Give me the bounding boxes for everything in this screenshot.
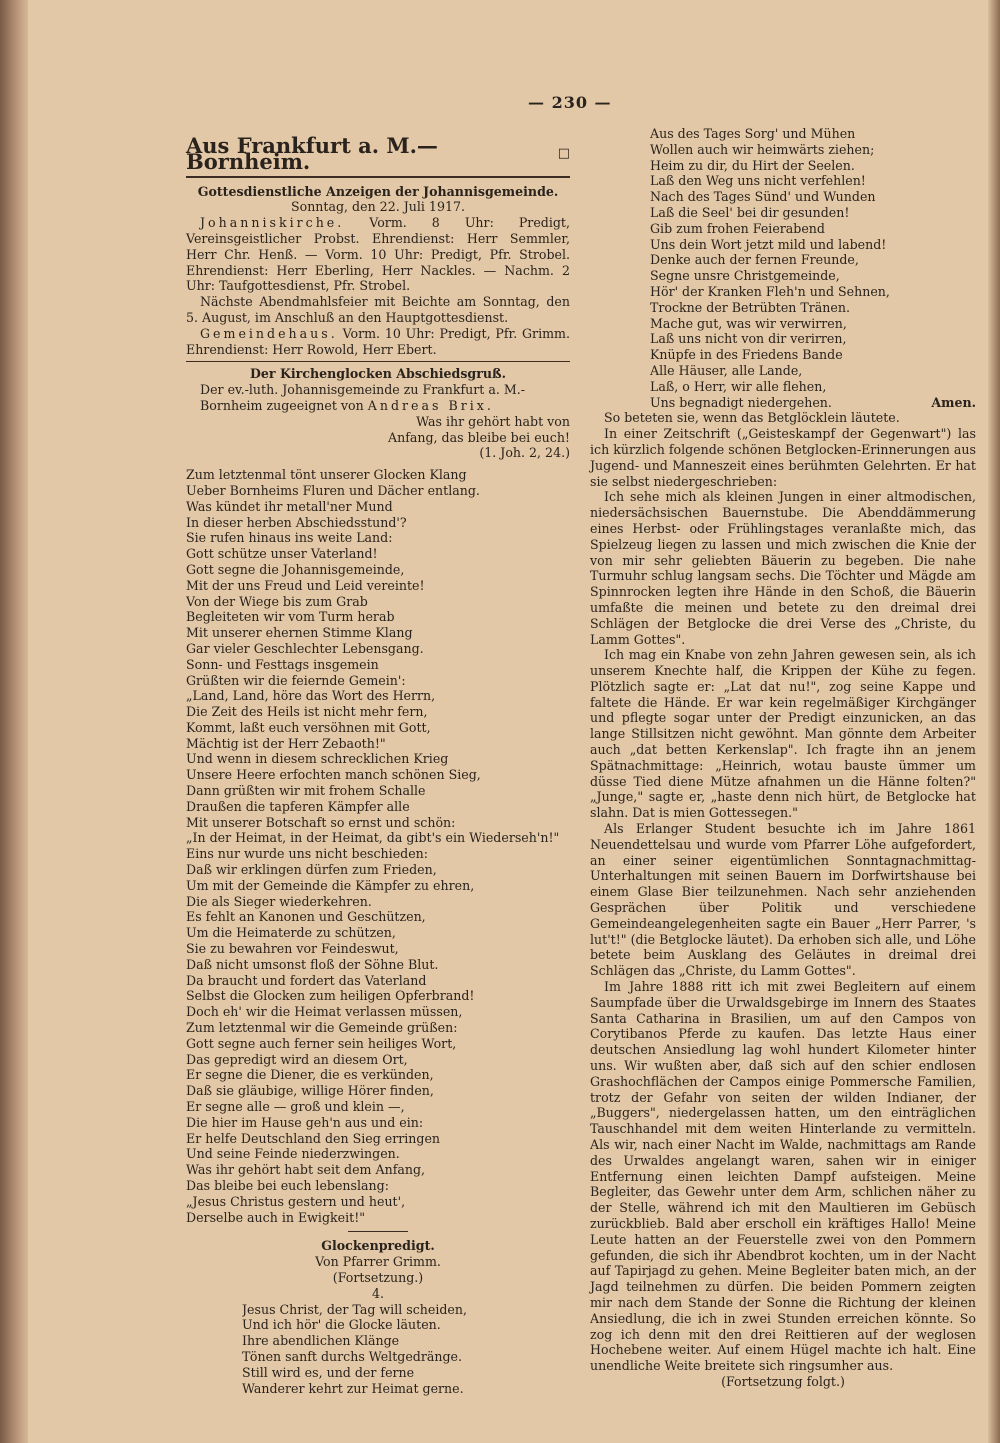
verse-line: „In der Heimat, in der Heimat, da gibt's ein Wiederseh'n!" bbox=[186, 830, 560, 846]
verse-line: Grüßten wir die feiernde Gemein': bbox=[186, 672, 406, 688]
verse-line: Ueber Bornheims Fluren und Dächer entlang. bbox=[186, 482, 480, 498]
verse-line: Hör' der Kranken Fleh'n und Sehnen, bbox=[650, 283, 890, 299]
verse-line: Und seine Feinde niederzwingen. bbox=[186, 1146, 400, 1162]
verse-line: Segne unsre Christgemeinde, bbox=[650, 268, 840, 284]
verse-line: Daß sie gläubige, willige Hörer finden, bbox=[186, 1083, 434, 1099]
poem1-motto-1: Was ihr gehört habt von bbox=[416, 413, 570, 429]
page-number: — 230 — bbox=[528, 93, 612, 112]
section-title-text: Aus Frankfurt a. M.—Bornheim. bbox=[186, 133, 438, 174]
divider bbox=[348, 1231, 408, 1232]
verse-line: Laß den Weg uns nicht verfehlen! bbox=[650, 173, 866, 189]
verse-line: Knüpfe in des Friedens Bande bbox=[650, 347, 843, 363]
verse-line: Die hier im Hause geh'n aus und ein: bbox=[186, 1114, 424, 1130]
verse-line: Das bleibe bei euch lebenslang: bbox=[186, 1178, 389, 1193]
verse-line: Tönen sanft durchs Weltgedränge. bbox=[242, 1348, 462, 1364]
verse-line: Was ihr gehört habt seit dem Anfang, bbox=[186, 1162, 426, 1178]
verse-line: Gib zum frohen Feierabend bbox=[650, 220, 825, 236]
verse-line: Er segne die Diener, die es verkünden, bbox=[186, 1067, 434, 1083]
verse-line: Unsere Heere erfochten manch schönen Sieg, bbox=[186, 767, 481, 783]
verse-line: „Jesus Christus gestern und heut', bbox=[186, 1193, 406, 1209]
book-gutter bbox=[0, 0, 28, 1443]
verse-line: Still wird es, und der ferne bbox=[242, 1364, 415, 1380]
verse-line: Kommt, laßt euch versöhnen mit Gott, bbox=[186, 719, 431, 735]
verse-line: Gott segne auch ferner sein heiliges Wort, bbox=[186, 1035, 457, 1051]
sermon-number: 4. bbox=[371, 1285, 385, 1301]
verse-line: Alle Häuser, alle Lande, bbox=[650, 362, 803, 378]
left-column bbox=[186, 133, 570, 1396]
verse-line: Daß wir erklingen dürfen zum Frieden, bbox=[186, 862, 437, 878]
verse-line: Heim zu dir, du Hirt der Seelen. bbox=[650, 157, 855, 173]
divider bbox=[186, 361, 570, 362]
verse-line: In dieser herben Abschiedsstund'? bbox=[186, 514, 407, 530]
sermon-continued: (Fortsetzung.) bbox=[332, 1269, 424, 1285]
verse-line: Wanderer kehrt zur Heimat gerne. bbox=[242, 1380, 464, 1396]
church-label: Johanniskirche. bbox=[200, 215, 345, 231]
verse-line: Trockne der Betrübten Tränen. bbox=[650, 299, 850, 315]
verse-line: Zum letztenmal tönt unserer Glocken Klang bbox=[186, 467, 467, 483]
sermon-byline: Von Pfarrer Grimm. bbox=[315, 1254, 441, 1270]
verse-line: Draußen die tapferen Kämpfer alle bbox=[186, 798, 410, 814]
right-paragraphs bbox=[590, 410, 976, 1374]
verse-line: Denke auch der fernen Freunde, bbox=[650, 252, 859, 268]
verse-line: Gott segne die Johannisgemeinde, bbox=[186, 561, 405, 577]
verse-line: Mit unserer Botschaft so ernst und schön: bbox=[186, 814, 456, 830]
verse-line: Eins nur wurde uns nicht beschieden: bbox=[186, 846, 429, 862]
verse-line: Laß, o Herr, wir alle flehen, bbox=[650, 378, 827, 394]
right-column bbox=[590, 126, 976, 1390]
verse-line: Mit unserer ehernen Stimme Klang bbox=[186, 625, 413, 641]
section-title bbox=[186, 133, 570, 178]
verse-line: Jesus Christ, der Tag will scheiden, bbox=[242, 1301, 468, 1317]
verse-line: Die als Sieger wiederkehren. bbox=[186, 893, 372, 909]
page-edge bbox=[988, 0, 1000, 1443]
house-text: Vorm. 10 Uhr: Predigt, Pfr. Grimm. Ehrendienst: Herr Rowold, Herr Ebert. bbox=[186, 325, 570, 357]
verse-line: Derselbe auch in Ewigkeit!" bbox=[186, 1209, 366, 1225]
amen: Amen. bbox=[931, 394, 976, 410]
verse-line: Mache gut, was wir verwirren, bbox=[650, 315, 847, 331]
verse-line: Selbst die Glocken zum heiligen Opferbrand! bbox=[186, 988, 475, 1004]
notices-date: Sonntag, den 22. Juli 1917. bbox=[290, 199, 465, 215]
verse-line: Dann grüßten wir mit frohem Schalle bbox=[186, 783, 426, 799]
verse-line: Gott schütze unser Vaterland! bbox=[186, 546, 378, 562]
paragraph: In einer Zeitschrift („Geisteskampf der Gegenwart") las ich kürzlich folgende schönen Betglocken-Erinnerungen aus Jugend- und Manneszeit eines berühmten Gelehrten. Er hat sie selbst niedergeschrieben: bbox=[590, 426, 976, 489]
verse-line: Nach des Tages Sünd' und Wunden bbox=[650, 189, 876, 205]
verse-line: Laß uns nicht von dir verirren, bbox=[650, 331, 847, 347]
sermon-title: Glockenpredigt. bbox=[321, 1238, 435, 1254]
verse-line: Was kündet ihr metall'ner Mund bbox=[186, 498, 393, 514]
house-label: Gemeindehaus. bbox=[200, 325, 338, 341]
verse-line: Uns dein Wort jetzt mild und labend! bbox=[650, 236, 887, 252]
notices-heading: Gottesdienstliche Anzeigen der Johannisgemeinde. bbox=[197, 183, 559, 199]
sermon-lines bbox=[186, 1302, 570, 1397]
poem1-title: Der Kirchenglocken Abschiedsgruß. bbox=[250, 366, 506, 382]
poem1-dedication: Der ev.-luth. Johannisgemeinde zu Frankfurt a. M.-Bornheim zugeeignet von bbox=[200, 382, 526, 413]
verse-line: Doch eh' wir die Heimat verlassen müssen, bbox=[186, 1004, 463, 1020]
verse-line: Daß nicht umsonst floß der Söhne Blut. bbox=[186, 956, 439, 972]
verse-line: Um mit der Gemeinde die Kämpfer zu ehren, bbox=[186, 877, 475, 893]
poem1-motto-ref: (1. Joh. 2, 24.) bbox=[479, 445, 570, 461]
notices-church bbox=[186, 215, 570, 294]
poem1-lines bbox=[186, 467, 570, 1225]
poem1-author: Andreas Brix. bbox=[367, 397, 494, 413]
verse-line: Er helfe Deutschland den Sieg erringen bbox=[186, 1130, 441, 1146]
verse-line: Von der Wiege bis zum Grab bbox=[186, 593, 368, 609]
verse-line: Sie rufen hinaus ins weite Land: bbox=[186, 530, 393, 546]
verse-line: Wollen auch wir heimwärts ziehen; bbox=[650, 141, 875, 157]
verse-line: Und ich hör' die Glocke läuten. bbox=[242, 1317, 441, 1333]
poem2-lines bbox=[590, 126, 976, 410]
verse-line: Die Zeit des Heils ist nicht mehr fern, bbox=[186, 704, 428, 720]
verse-line: Es fehlt an Kanonen und Geschützen, bbox=[186, 909, 426, 925]
verse-line: Laß die Seel' bei dir gesunden! bbox=[650, 204, 850, 220]
verse-line: Sonn- und Festtags insgemein bbox=[186, 656, 379, 672]
verse-line: Mit der uns Freud und Leid vereinte! bbox=[186, 577, 425, 593]
paragraph: So beteten sie, wenn das Betglöcklein läutete. bbox=[604, 410, 900, 426]
verse-line: Zum letztenmal wir die Gemeinde grüßen: bbox=[186, 1020, 458, 1036]
paragraph: Ich sehe mich als kleinen Jungen in einer altmodischen, niedersächsischen Bauernstube. Die Abenddämmerung eines Herbst- oder Frühlingstages veranlaßte mich, das Spielzeug liegen zu lassen und mich zwischen die Knie der von mir sehr geliebten Bäuerin zu begeben. Die nahe Turmuhr schlug langsam sechs. Die Töchter und Mägde am Spinnrocken legten ihre Hände in den Schoß, die Bäuerin umfaßte die meinen und betete zu den dreimal drei Schlägen der Betglocke die drei Verse des „Christe, du Lamm Gottes". bbox=[590, 489, 976, 647]
paragraph: Im Jahre 1888 ritt ich mit zwei Begleitern auf einem Saumpfade über die Urwaldsgebirge im Innern des Staates Santa Catharina in Brasilien, um auf den Campos von Corytibanos Pferde zu kaufen. Das letzte Haus einer deutschen Ansiedlung lag wohl hundert Kilometer hinter uns. Wir wußten aber, daß sich auf den schier endlosen Grashochflächen der Campos einige Pommersche Familien, trotz der Gefahr von seiten der wilden Indianer, der „Buggers", niedergelassen hatten, um den einträglichen Tauschhandel mit dem weiten Hinterlande zu vermitteln. Als wir, nach einer Nacht im Walde, nachmittags am Rande des Urwaldes angelangt waren, sahen wir in einiger Entfernung einen leichten Dampf aufsteigen. Meine Begleiter, das Gewehr unter dem Arm, schlichen näher zu der Stelle, während ich mit den Maultieren im Gebüsch zurückblieb. Bald aber erscholl ein kräftiges Hallo! Meine Leute hatten an der Feuerstelle zwei von den Pommern gefunden, die sich ihr Abendbrot kochten, um in der Nacht auf Tapirjagd zu gehen. Meine Begleiter baten mich, an der Jagd teilnehmen zu dürfen. Die beiden Pommern zeigten mir nach dem Stande der Sonne die Richtung der kleinen Ansiedlung, die ich in zwei Stunden erreichen könnte. So zog ich denn mit den drei Reittieren auf der weglosen Hochebene weiter. Auf einem Hügel machte ich halt. Eine unendliche Weite breitete sich ringsumher aus. bbox=[590, 979, 976, 1374]
verse-line: Sie zu bewahren vor Feindeswut, bbox=[186, 941, 399, 957]
verse-line: Mächtig ist der Herr Zebaoth!" bbox=[186, 735, 386, 751]
notices-communion: Nächste Abendmahlsfeier mit Beichte am Sonntag, den 5. August, im Anschluß an den Hauptgottesdienst. bbox=[186, 294, 570, 325]
paragraph: Als Erlanger Student besuchte ich im Jahre 1861 Neuendettelsau und wurde vom Pfarrer Löhe aufgefordert, an einer seiner eigentümlichen Sonntagnachmittag-Unterhaltungen mit seinen Bauern im Dorfwirtshause bei einem Glase Bier teilzunehmen. Nach sehr anziehenden Gesprächen über Politik und verschiedene Gemeindeangelegenheiten sagte ein Bauer „Herr Parrer, 's lut't!" (die Betglocke läutet). Da erhoben sich alle, und Löhe betete beim Ausklang des Geläutes in dreimal drei Schlägen das „Christe, du Lamm Gottes". bbox=[590, 821, 976, 979]
paragraph: Ich mag ein Knabe von zehn Jahren gewesen sein, als ich unserem Knechte half, die Krippen der Kühe zu fegen. Plötzlich sagte er: „Lat dat nu!", zog seine Kappe und faltete die Hände. Er war kein regelmäßiger Kirchgänger und pflegte sogar unter der Predigt einzunicken, an das lange Stillsitzen nicht gewöhnt. Man gönnte dem Arbeiter auch „dat betten Kerkenslap". Ich fragte ihn an jenem Spätnachmittage: „Heinrich, wotau bauste ümmer um düsse Tied diene Mütze afnahmen un die Hänne folten?" „Junge," sagte er, „haste denn nich hürt, de Betglocke hat slahn. Dat is mien Gottessegen." bbox=[590, 647, 976, 821]
section-mark: □ bbox=[557, 145, 570, 161]
verse-line: Er segne alle — groß und klein —, bbox=[186, 1099, 405, 1115]
verse-line: Gar vieler Geschlechter Lebensgang. bbox=[186, 640, 424, 656]
church-text: Vorm. 8 Uhr: Predigt, Vereinsgeistlicher Probst. Ehrendienst: Herr Semmler, Herr Chr. Henß. — Vorm. 10 Uhr: Predigt, Pfr. Strobel. Ehrendienst: Herr Eberling, Herr Nackles. — Nachm. 2 Uhr: Taufgottesdienst, Pfr. Strobel. bbox=[186, 215, 570, 294]
verse-line: Um die Heimaterde zu schützen, bbox=[186, 925, 396, 941]
verse-line: „Land, Land, höre das Wort des Herrn, bbox=[186, 688, 436, 704]
to-be-continued: (Fortsetzung folgt.) bbox=[721, 1373, 845, 1389]
verse-line: Und wenn in diesem schrecklichen Krieg bbox=[186, 751, 449, 767]
verse-line: Ihre abendlichen Klänge bbox=[242, 1333, 400, 1349]
verse-line: Aus des Tages Sorg' und Mühen bbox=[650, 126, 856, 141]
verse-line: Da braucht und fordert das Vaterland bbox=[186, 972, 427, 988]
verse-line: Begleiteten wir vom Turm herab bbox=[186, 609, 395, 625]
poem1-motto-2: Anfang, das bleibe bei euch! bbox=[387, 429, 570, 445]
verse-line: Uns begnadigt niedergehen. bbox=[650, 394, 832, 410]
notices-house bbox=[186, 326, 570, 358]
verse-line: Das gepredigt wird an diesem Ort, bbox=[186, 1051, 408, 1067]
poem1-dedication-block bbox=[186, 382, 570, 414]
